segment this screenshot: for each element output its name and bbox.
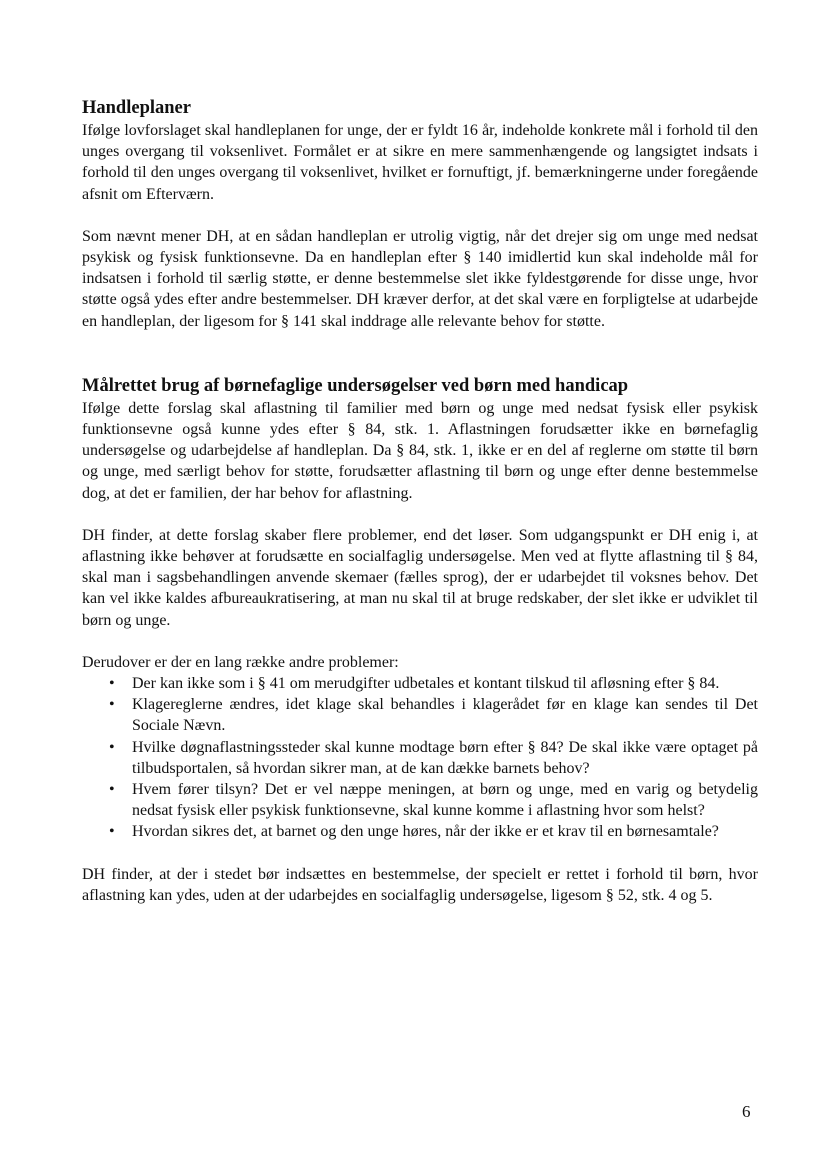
section-heading-maalrettet-brug: Målrettet brug af børnefaglige undersøgelser ved børn med handicap	[82, 375, 629, 396]
list-item-text: Hvilke døgnaflastningssteder skal kunne modtage børn efter § 84? De skal ikke være optaget på tilbudsportalen, så hvordan sikrer man, at de kan dække barnets behov?	[132, 738, 758, 777]
page-number: 6	[742, 1102, 751, 1121]
paragraph: Som nævnt mener DH, at en sådan handleplan er utrolig vigtig, når det drejer sig om unge med nedsat psykisk og fysisk funktionsevne. Da en handleplan efter § 140 imidlertid kun skal indeholde mål for indsatsen i forhold til særlig støtte, er denne bestemmelse slet ikke fyldestgørende for disse unge, hvor støtte også ydes efter andre bestemmelser. DH kræver derfor, at det skal være en forpligtelse at udarbejde en handleplan, der ligesom for § 141 skal inddrage alle relevante behov for støtte.	[82, 227, 758, 330]
list-item-text: Hvordan sikres det, at barnet og den unge høres, når der ikke er et krav til en børnesamtale?	[132, 823, 719, 841]
bullet-icon: •	[109, 823, 115, 841]
paragraph: Derudover er der en lang række andre problemer:	[82, 653, 399, 671]
document-page	[82, 97, 758, 906]
list-item	[82, 694, 758, 736]
bullet-icon: •	[109, 696, 115, 714]
paragraph: Ifølge lovforslaget skal handleplanen for unge, der er fyldt 16 år, indeholde konkrete mål i forhold til den unges overgang til voksenlivet. Formålet er at sikre en mere sammenhængende og langsigtet indsats i forhold til den unges overgang til voksenlivet, hvilket er fornuftigt, jf. bemærkningerne under foregående afsnit om Efterværn.	[82, 122, 758, 203]
paragraph: DH finder, at dette forslag skaber flere problemer, end det løser. Som udgangspunkt er DH enig i, at aflastning ikke behøver at forudsætte en socialfaglig undersøgelse. Men ved at flytte aflastning til § 84, skal man i sagsbehandlingen anvende skemaer (fælles sprog), der er udarbejdet til voksnes behov. Det kan vel ikke kaldes afbureaukratisering, at man nu skal til at bruge redskaber, der slet ikke er udviklet til børn og unge.	[82, 526, 758, 629]
bullet-icon: •	[109, 675, 115, 693]
section-heading-handleplaner: Handleplaner	[82, 98, 191, 118]
list-item-text: Der kan ikke som i § 41 om merudgifter udbetales et kontant tilskud til afløsning efter § 84.	[132, 675, 720, 693]
bullet-icon: •	[109, 738, 115, 756]
list-item	[82, 779, 758, 821]
list-item	[82, 737, 758, 779]
paragraph: Ifølge dette forslag skal aflastning til familier med børn og unge med nedsat fysisk eller psykisk funktionsevne også kunne ydes efter § 84, stk. 1. Aflastningen forudsætter ikke en børnefaglig undersøgelse og udarbejdelse af handleplan. Da § 84, stk. 1, ikke er en del af reglerne om støtte til børn og unge, med særligt behov for støtte, forudsætter aflastning til børn og unge efter denne bestemmelse dog, at det er familien, der har behov for aflastning.	[82, 399, 758, 502]
list-item-text: Hvem fører tilsyn? Det er vel næppe meningen, at børn og unge, med en varig og betydelig nedsat fysisk eller psykisk funktionsevne, skal kunne komme i aflastning hvor som helst?	[132, 781, 758, 820]
list-item	[82, 821, 758, 842]
bullet-icon: •	[109, 781, 115, 799]
problem-list	[82, 673, 758, 843]
paragraph-closing: DH finder, at der i stedet bør indsættes en bestemmelse, der specielt er rettet i forhold til børn, hvor aflastning kan ydes, uden at der udarbejdes en socialfaglig undersøgelse, ligesom § 52, stk. 4 og 5.	[82, 865, 758, 904]
list-item-text: Klagereglerne ændres, idet klage skal behandles i klagerådet før en klage kan sendes til Det Sociale Nævn.	[132, 696, 758, 735]
list-item	[82, 673, 758, 694]
